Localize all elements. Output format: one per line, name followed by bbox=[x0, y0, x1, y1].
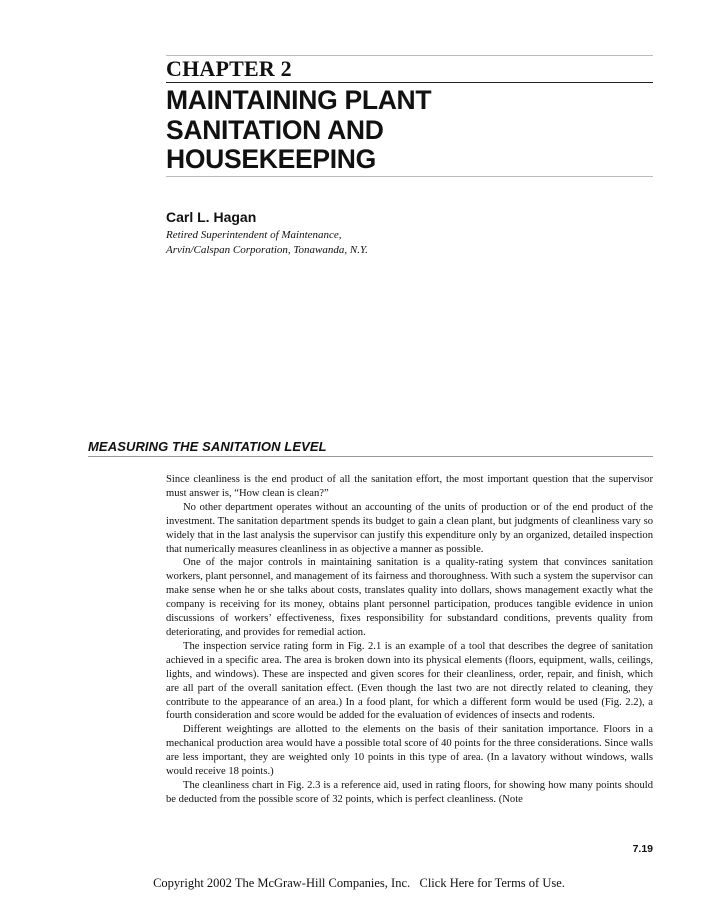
section-rule bbox=[88, 456, 653, 457]
title-rule bbox=[166, 176, 653, 177]
terms-of-use-link[interactable]: Click Here for Terms of Use. bbox=[419, 876, 565, 890]
chapter-label: CHAPTER 2 bbox=[166, 56, 292, 81]
chapter-title-line: SANITATION AND bbox=[166, 114, 384, 145]
paragraph: Different weightings are allotted to the elements on the basis of their sanitation importance. Floors in a mechanical production area would have a possible total score of 40 points for the three considerations. Since walls are less important, they are weighted only 10 points in this type of area. (In a lavatory without windows, walls would receive 18 points.) bbox=[166, 724, 653, 778]
paragraph: The cleanliness chart in Fig. 2.3 is a reference aid, used in rating floors, for showing how many points should be deducted from the possible score of 32 points, which is perfect cleanliness. (Note bbox=[166, 779, 653, 805]
author-name: Carl L. Hagan bbox=[166, 209, 257, 225]
paragraph: Since cleanliness is the end product of all the sanitation effort, the most important question that the supervisor must answer is, “How clean is clean?” bbox=[166, 474, 653, 499]
section-heading: MEASURING THE SANITATION LEVEL bbox=[88, 439, 327, 454]
footer bbox=[0, 876, 718, 891]
paragraph: One of the major controls in maintaining sanitation is a quality-rating system that convinces sanitation workers, plant personnel, and management of its fairness and thoroughness. With such a system the supervisor can make sense when he or she talks about costs, translates quality into dollars, shows management exactly what the company is receiving for its money, obtains plant personnel participation, produces tangible evidence in union discussions of workers’ effectiveness, fixes responsibility for substandard conditions, prevents quality from deteriorating, and provides for remedial action. bbox=[166, 557, 653, 638]
affiliation-line: Retired Superintendent of Maintenance, bbox=[166, 229, 342, 241]
chapter-title-line: HOUSEKEEPING bbox=[166, 144, 376, 174]
page-number: 7.19 bbox=[632, 843, 653, 855]
chapter-title bbox=[166, 86, 431, 175]
paragraph: The inspection service rating form in Fig. 2.1 is an example of a tool that describes the degree of sanitation achieved in a specific area. The area is broken down into its physical elements (floors, equipment, walls, ceilings, lights, and windows). These are inspected and given scores for their cleanliness, order, repair, and finish, which are all part of the overall sanitation effect. (Even though the last two are not directly related to cleaning, they contribute to the appearance of an area.) In a food plant, for which a different form would be used (Fig. 2.2), a fourth consideration and score would be added for the evaluation of evidences of insects and rodents. bbox=[166, 640, 653, 722]
copyright-text: Copyright 2002 The McGraw-Hill Companies, Inc. bbox=[153, 876, 411, 890]
author-affiliation bbox=[166, 228, 368, 258]
affiliation-line: Arvin/Calspan Corporation, Tonawanda, N.Y. bbox=[166, 244, 368, 256]
paragraph: No other department operates without an accounting of the units of production or of the end product of the investment. The sanitation department spends its budget to gain a clean plant, but judgments of cleanliness vary so widely that in the last analysis the supervisor can justify this expenditure only by an organized, detailed inspection that numerically measures cleanliness in as objective a manner as possible. bbox=[166, 501, 653, 555]
body-text bbox=[166, 473, 653, 807]
chapter-rule bbox=[166, 82, 653, 83]
chapter-title-line: MAINTAINING PLANT bbox=[166, 85, 432, 115]
